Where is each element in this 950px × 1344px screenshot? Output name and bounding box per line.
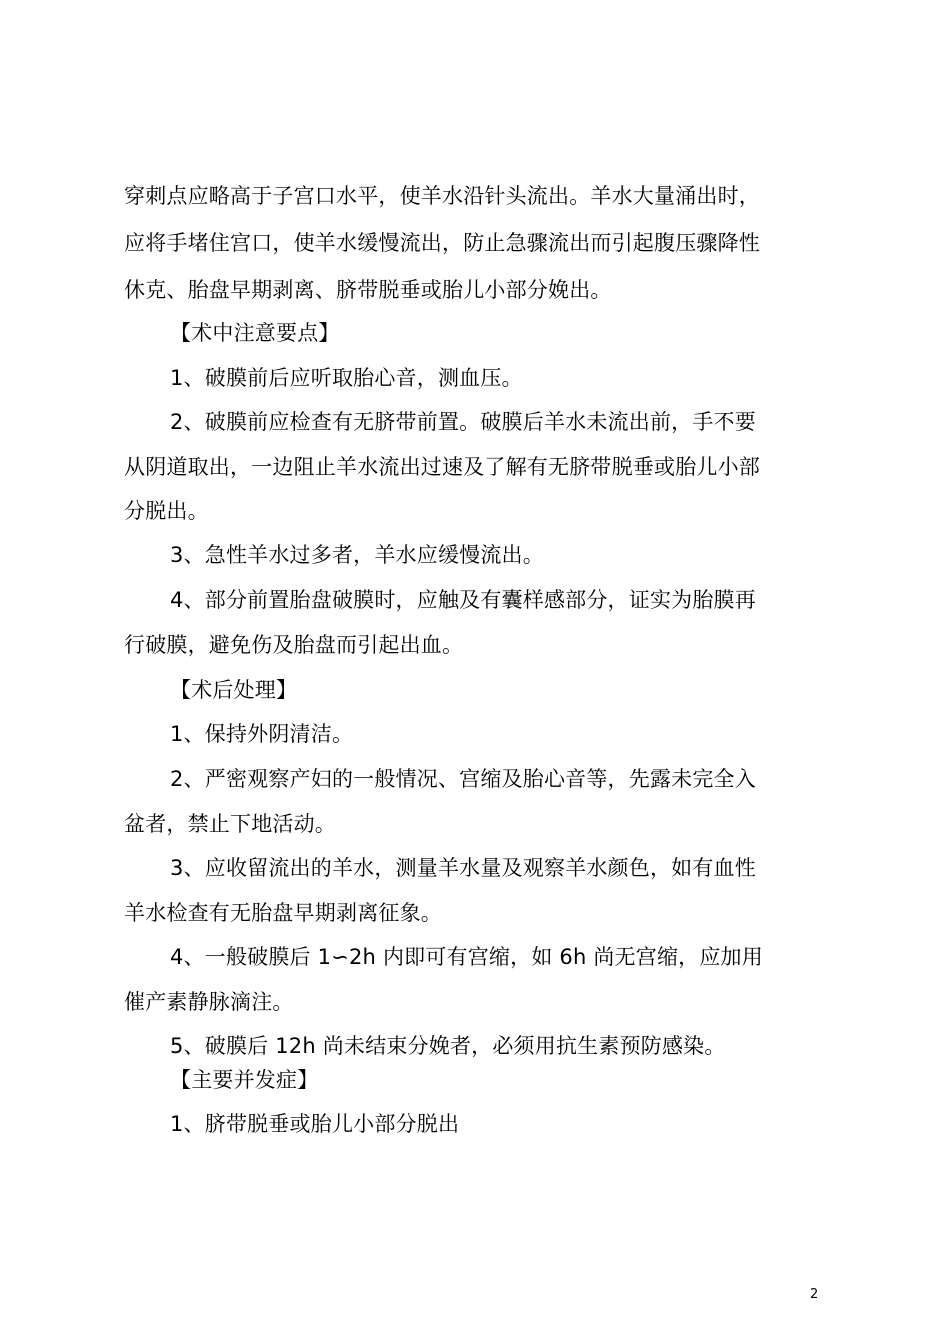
section-heading: 【术后处理】 [170, 678, 298, 702]
paragraph-line: 催产素静脉滴注。 [124, 990, 294, 1014]
paragraph-line: 穿刺点应略高于子宫口水平，使羊水沿针头流出。羊水大量涌出时， [124, 184, 760, 208]
section-heading: 【术中注意要点】 [170, 321, 340, 345]
paragraph-line: 应将手堵住宫口，使羊水缓慢流出，防止急骤流出而引起腹压骤降性 [124, 231, 760, 255]
paragraph-line: 休克、胎盘早期剥离、脐带脱垂或胎儿小部分娩出。 [124, 278, 612, 302]
list-item: 2、严密观察产妇的一般情况、宫缩及胎心音等，先露未完全入 [170, 767, 756, 791]
paragraph-line: 盆者，禁止下地活动。 [124, 812, 336, 836]
list-item: 1、破膜前后应听取胎心音，测血压。 [170, 366, 523, 390]
list-item: 1、脐带脱垂或胎儿小部分脱出 [170, 1112, 460, 1136]
list-item: 3、应收留流出的羊水，测量羊水量及观察羊水颜色，如有血性 [170, 856, 756, 880]
page-number: 2 [810, 1287, 819, 1302]
list-item: 4、部分前置胎盘破膜时，应触及有囊样感部分，证实为胎膜再 [170, 588, 756, 612]
paragraph-line: 羊水检查有无胎盘早期剥离征象。 [124, 901, 442, 925]
list-item: 2、破膜前应检查有无脐带前置。破膜后羊水未流出前，手不要 [170, 410, 756, 434]
list-item: 1、保持外阴清洁。 [170, 722, 354, 746]
paragraph-line: 分脱出。 [124, 499, 209, 523]
list-item: 4、一般破膜后 1∽2h 内即可有宫缩，如 6h 尚无宫缩，应加用 [170, 945, 763, 969]
section-heading: 【主要并发症】 [170, 1068, 319, 1092]
paragraph-line: 从阴道取出，一边阻止羊水流出过速及了解有无脐带脱垂或胎儿小部 [124, 455, 760, 479]
list-item: 3、急性羊水过多者，羊水应缓慢流出。 [170, 543, 544, 567]
paragraph-line: 行破膜，避免伤及胎盘而引起出血。 [124, 633, 464, 657]
list-item: 5、破膜后 12h 尚未结束分娩者，必须用抗生素预防感染。 [170, 1034, 726, 1058]
